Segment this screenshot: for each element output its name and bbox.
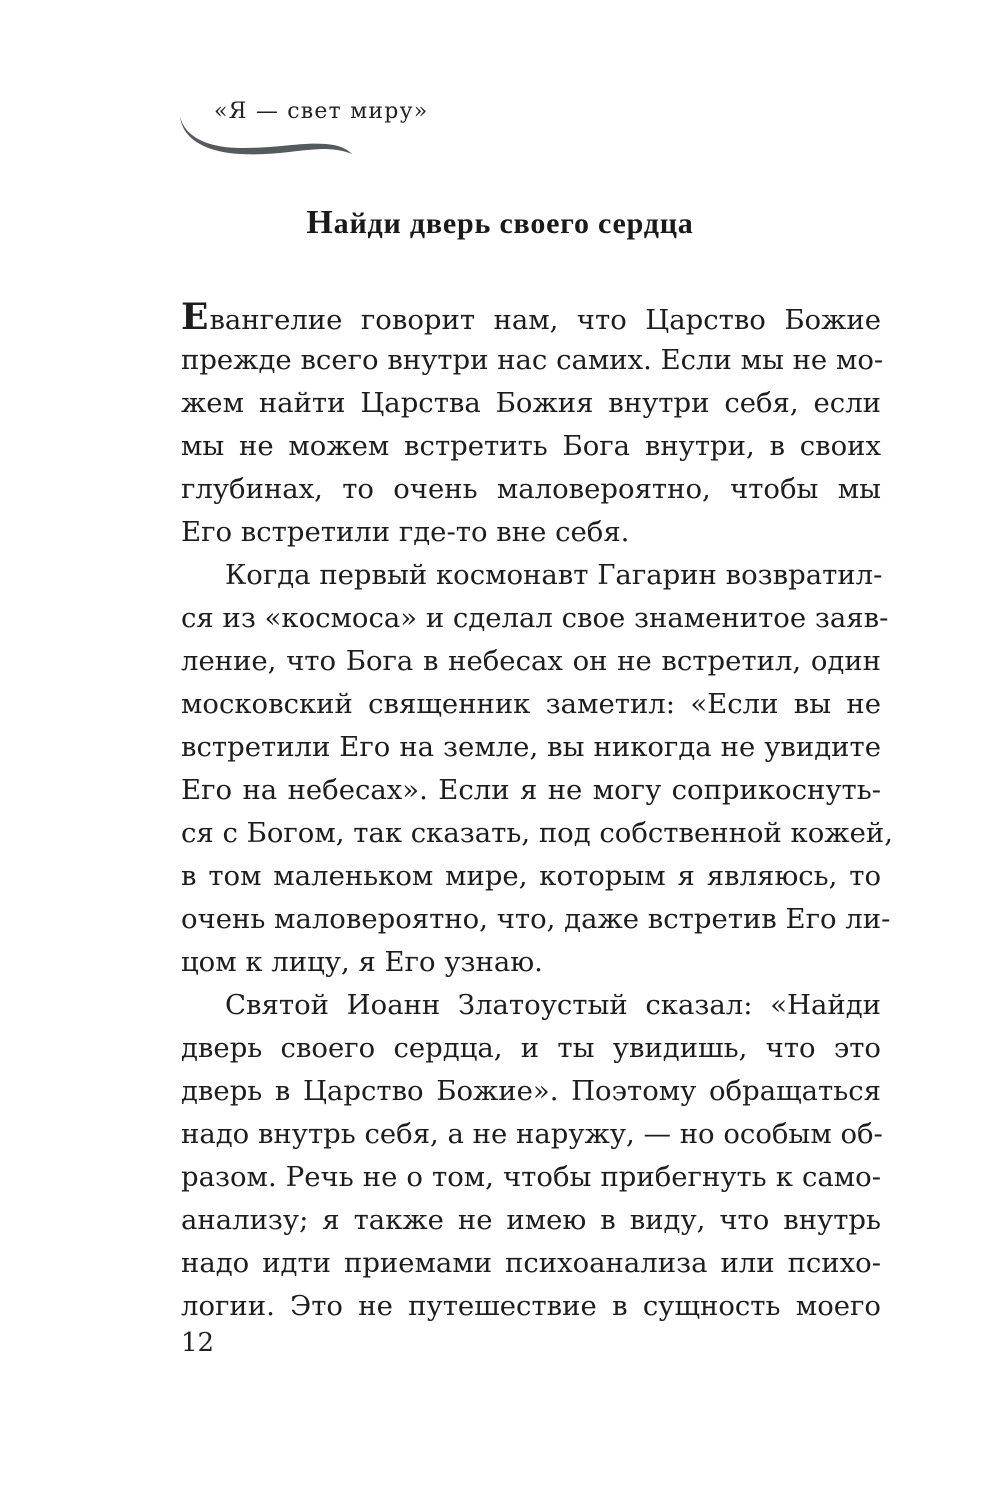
text-line: логии. Это не путешествие в сущность моего [181,1290,881,1322]
text-line: Его встретили где-то вне себя. [181,516,630,548]
text-line: прежде всего внутри нас самих. Если мы не мо- [181,344,884,376]
text-line-rest: вангелие говорит нам, что Царство Божие [209,304,881,336]
text-line: мы не можем встретить Бога внутри, в своих [181,430,881,462]
text-line: московский священник заметил: «Если вы не [181,688,881,720]
text-line: встретили Его на земле, вы никогда не увидите [181,731,881,763]
text-line: дверь своего сердца, и ты увидишь, что это [181,1032,881,1064]
paragraph [181,984,881,1328]
running-head: «Я — свет миру» [214,99,429,124]
text-line: Когда первый космонавт Гагарин возвратил- [225,559,883,591]
paragraph [181,296,884,554]
text-line: Его на небесах». Если я не могу соприкоснуть- [181,774,881,806]
text-line: глубинах, то очень маловероятно, чтобы мы [181,473,881,505]
text-line: жем найти Царства Божия внутри себя, если [181,387,881,419]
chapter-title-initial: Н [306,204,334,241]
chapter-title [0,204,1000,242]
body-text [181,296,893,1328]
text-line [181,296,881,339]
header-swoosh-ornament [176,114,356,160]
text-line: очень маловероятно, что, даже встретив Его ли- [181,903,891,935]
chapter-title-rest: айди дверь своего сердца [333,207,694,240]
text-line: Святой Иоанн Златоустый сказал: «Найди [225,989,881,1021]
text-line: цом к лицу, я Его узнаю. [181,946,543,978]
text-line: в том маленьком мире, которым я являюсь, то [181,860,881,892]
text-line: ление, что Бога в небесах он не встретил, один [181,645,881,677]
text-line: надо идти приемами психоанализа или психо- [181,1247,881,1279]
text-line: анализу; я также не имею в виду, что внутрь [181,1204,881,1236]
page-number: 12 [181,1328,215,1358]
text-line: дверь в Царство Божие». Поэтому обращаться [181,1075,881,1107]
text-line: разом. Речь не о том, чтобы прибегнуть к само- [181,1161,881,1193]
drop-cap: Е [181,296,210,338]
text-line: ся с Богом, так сказать, под собственной кожей, [181,817,893,849]
paragraph [181,554,893,984]
text-line: ся из «космоса» и сделал свое знаменитое заяв- [181,602,889,634]
text-line: надо внутрь себя, а не наружу, — но особым об- [181,1118,883,1150]
